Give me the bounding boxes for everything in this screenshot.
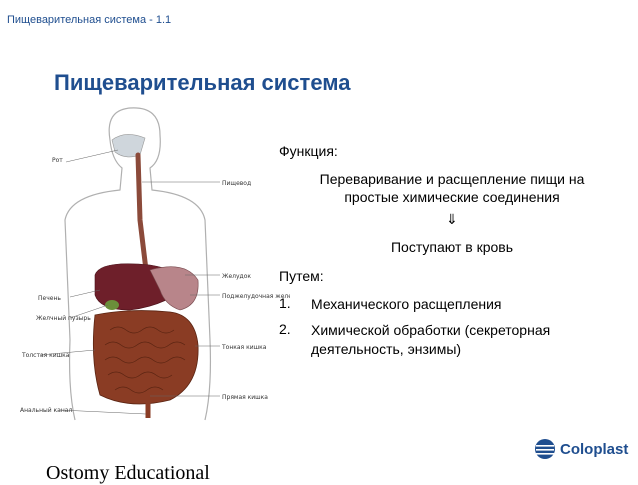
slide-header: Пищеварительная система - 1.1 bbox=[7, 14, 172, 26]
down-arrow-icon: ⇓ bbox=[446, 211, 458, 227]
list-item-text: Механического расщепления bbox=[311, 296, 502, 312]
function-label: Функция: bbox=[279, 143, 338, 159]
label-small-intestine: Тонкая кишка bbox=[222, 344, 267, 351]
label-colon: Толстая кишка bbox=[22, 352, 70, 359]
label-liver: Печень bbox=[38, 295, 61, 302]
list-item-text: Химической обработки (секреторная деятельность, энзимы) bbox=[311, 322, 551, 357]
digestive-anatomy-illustration bbox=[0, 100, 290, 430]
coloplast-logo-icon bbox=[534, 438, 556, 460]
coloplast-logo bbox=[534, 438, 628, 460]
list-item-number: 1. bbox=[279, 295, 291, 311]
digestive-system-figure bbox=[0, 100, 290, 430]
path-label: Путем: bbox=[279, 268, 324, 284]
label-rectum: Прямая кишка bbox=[222, 394, 268, 401]
function-text-line1: Переваривание и расщепление пищи на bbox=[319, 171, 585, 187]
label-pancreas: Поджелудочная жел bbox=[222, 293, 289, 300]
label-mouth: Рот bbox=[52, 157, 63, 164]
absorbed-text: Поступают в кровь bbox=[390, 239, 514, 255]
label-anal-canal: Анальный канал bbox=[20, 407, 73, 414]
label-esophagus: Пищевод bbox=[222, 180, 252, 187]
logo-text: Coloplast bbox=[560, 440, 629, 458]
list-item-number: 2. bbox=[279, 321, 291, 337]
footer-text: Ostomy Educational bbox=[46, 462, 210, 484]
slide-title: Пищеварительная система bbox=[54, 70, 351, 95]
label-stomach: Желудок bbox=[222, 273, 251, 280]
label-gallbladder: Желчный пузырь bbox=[36, 315, 91, 322]
function-text-line2: простые химические соединения bbox=[344, 189, 560, 205]
